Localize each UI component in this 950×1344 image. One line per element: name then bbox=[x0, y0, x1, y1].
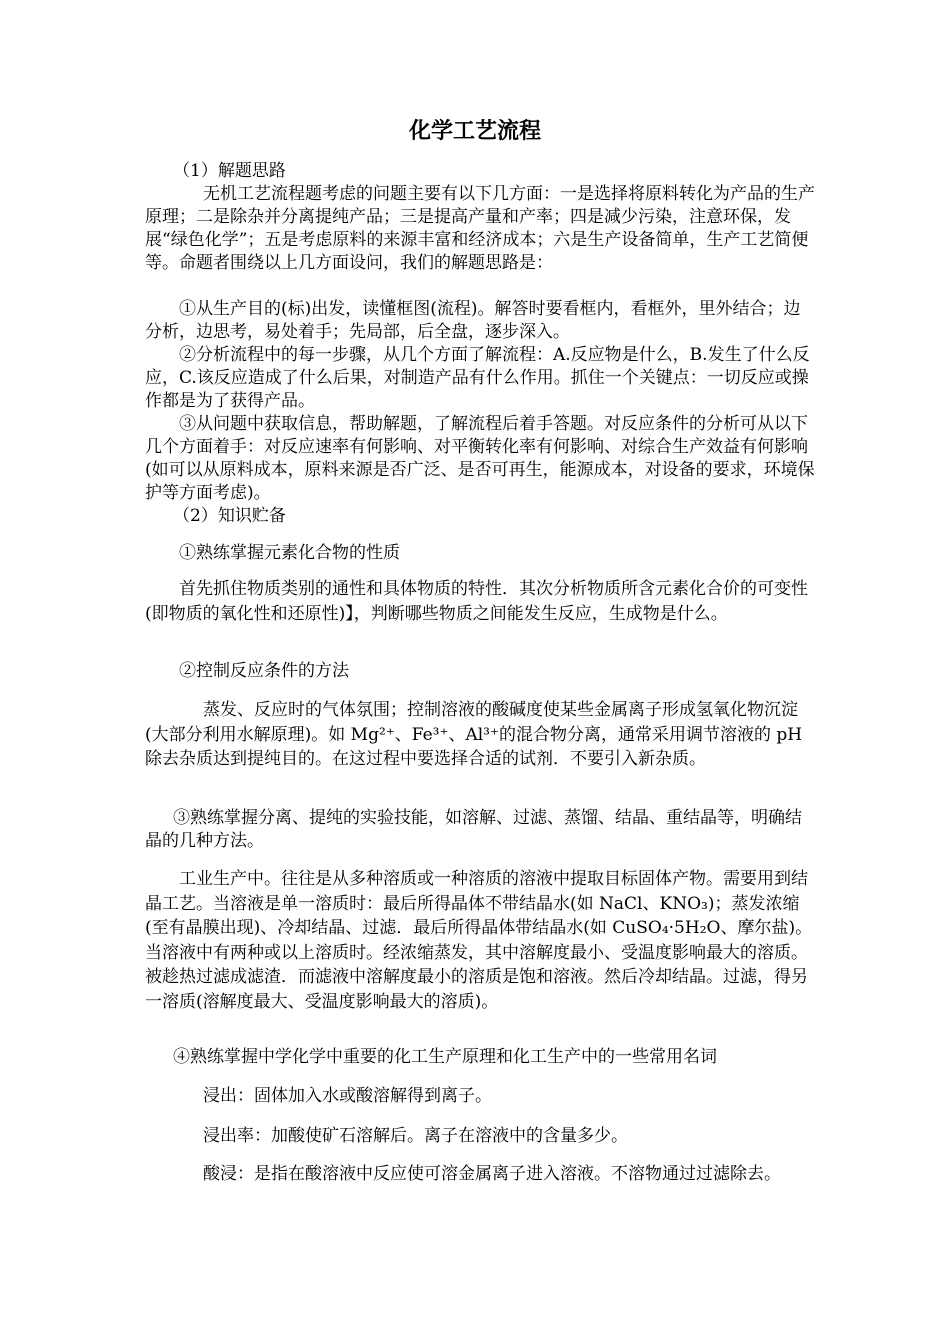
knowledge-heading-4: ④熟练掌握中学化学中重要的化工生产原理和化工生产中的一些常用名词 bbox=[173, 1047, 717, 1067]
paragraph-step-2: ②分析流程中的每一步骤，从几个方面了解流程：A.反应物是什么，B.发生了什么反应，C.该反应造成了什么后果，对制造产品有什么作用。抓住一个关键点：一切反应或操作都是为了获得产品。 bbox=[145, 345, 810, 411]
document-title: 化学工艺流程 bbox=[408, 118, 541, 144]
knowledge-heading-2: ②控制反应条件的方法 bbox=[179, 661, 349, 681]
term-leaching-rate: 浸出率：加酸使矿石溶解后。离子在溶液中的含量多少。 bbox=[203, 1126, 628, 1146]
term-leaching: 浸出：固体加入水或酸溶解得到离子。 bbox=[203, 1086, 492, 1106]
term-acid-leaching: 酸浸：是指在酸溶液中反应使可溶金属离子进入溶液。不溶物通过过滤除去。 bbox=[203, 1164, 781, 1184]
paragraph-step-1: ①从生产目的(标)出发，读懂框图(流程)。解答时要看框内，看框外，里外结合；边分析，边思考，易处着手；先局部，后全盘，逐步深入。 bbox=[145, 299, 801, 342]
paragraph-step-3: ③从问题中获取信息，帮助解题，了解流程后着手答题。对反应条件的分析可从以下几个方面着手：对反应速率有何影响、对平衡转化率有何影响、对综合生产效益有何影响(如可以从原料成本，原料来源是否广泛、是否可再生，能源成本，对设备的要求，环境保护等方面考虑)。 bbox=[145, 414, 815, 503]
paragraph-knowledge-2: 蒸发、反应时的气体氛围；控制溶液的酸碱度使某些金属离子形成氢氧化物沉淀(大部分利用水解原理)。如 Mg²⁺、Fe³⁺、Al³⁺的混合物分离，通常采用调节溶液的 pH 除去杂质达到提纯目的。在这过程中要选择合适的试剂．不要引入新杂质。 bbox=[145, 700, 803, 769]
section-heading-approach: （1）解题思路 bbox=[173, 161, 286, 181]
knowledge-heading-1: ①熟练掌握元素化合物的性质 bbox=[179, 543, 400, 563]
knowledge-heading-3: ③熟练掌握分离、提纯的实验技能，如溶解、过滤、蒸馏、结晶、重结晶等，明确结晶的几种方法。 bbox=[145, 808, 802, 851]
section-heading-knowledge: （2）知识贮备 bbox=[173, 506, 286, 526]
paragraph-knowledge-3: 工业生产中。往往是从多种溶质或一种溶质的溶液中提取目标固体产物。需要用到结晶工艺。当溶液是单一溶质时：最后所得晶体不带结晶水(如 NaCl、KNO₃)；蒸发浓缩(至有晶膜出现)、冷却结晶、过滤．最后所得晶体带结晶水(如 CuSO₄·5H₂O、摩尔盐)。当溶液中有两种或以上溶质时。经浓缩蒸发，其中溶解度最小、受温度影响最大的溶质。被趁热过滤成滤渣．而滤液中溶解度最小的溶质是饱和溶液。然后冷却结晶。过滤，得另一溶质(溶解度最大、受温度影响最大的溶质)。 bbox=[145, 869, 813, 1012]
paragraph-knowledge-1: 首先抓住物质类别的通性和具体物质的特性．其次分析物质所含元素化合价的可变性(即物质的氧化性和还原性)】，判断哪些物质之间能发生反应，生成物是什么。 bbox=[145, 579, 808, 624]
paragraph-intro: 无机工艺流程题考虑的问题主要有以下几方面：一是选择将原料转化为产品的生产原理；二是除杂并分离提纯产品；三是提高产量和产率；四是减少污染，注意环保，发展“绿色化学”；五是考虑原料的来源丰富和经济成本；六是生产设备简单，生产工艺简便等。命题者围绕以上几方面设问，我们的解题思路是： bbox=[145, 184, 815, 273]
